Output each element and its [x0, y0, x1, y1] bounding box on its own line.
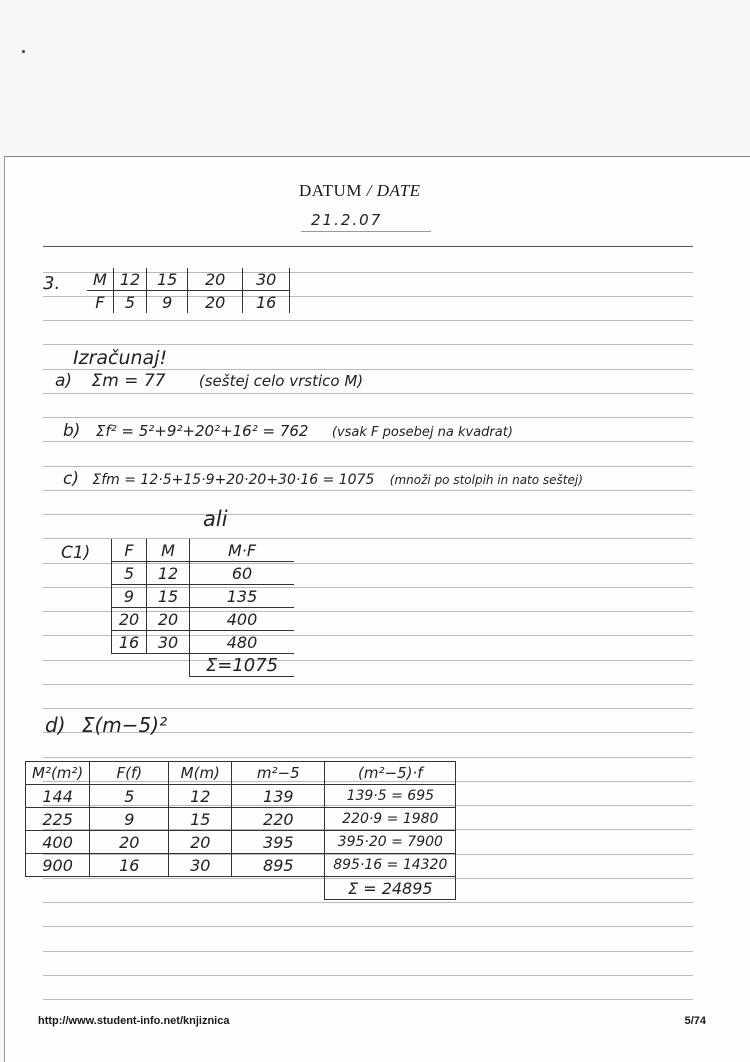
table-cell: 20 — [188, 291, 243, 314]
note-b: (vsak F posebej na kvadrat) — [331, 425, 513, 440]
header-cell: M·F — [190, 539, 295, 562]
table-cell: 16 — [90, 854, 169, 877]
instruction: Izračunaj! — [73, 347, 168, 369]
table-row — [26, 808, 456, 831]
table-cell: 5 — [90, 785, 169, 808]
label-c: c) — [63, 469, 79, 489]
rule-line — [43, 441, 693, 442]
footer-url: http://www.student-info.net/knjiznica — [38, 1015, 230, 1027]
table-cell: 9 — [147, 291, 188, 314]
label-a: a) — [55, 371, 73, 391]
table-row — [87, 291, 290, 314]
values-table — [87, 268, 290, 313]
table-cell: 30 — [243, 268, 290, 291]
header-cell: F(f) — [90, 762, 169, 785]
rule-line — [43, 757, 693, 758]
date-underline — [301, 231, 431, 232]
table-cell: 9 — [112, 585, 147, 608]
table-cell: 5 — [113, 291, 146, 314]
table-d — [25, 761, 456, 900]
table-cell: 15 — [147, 268, 188, 291]
rule-line — [43, 951, 693, 952]
table-cell: 400 — [26, 831, 90, 854]
rule-line — [43, 369, 693, 370]
table-row — [112, 631, 295, 654]
table-cell: 400 — [190, 608, 295, 631]
table-cell: 16 — [112, 631, 147, 654]
rule-line — [43, 393, 693, 394]
table-cell: 20 — [147, 608, 190, 631]
line-d — [45, 713, 167, 737]
table-cell: 220·9 = 1980 — [325, 808, 456, 831]
table-cell: 139·5 = 695 — [325, 785, 456, 808]
expr-b: Σf² = 5²+9²+20²+16² = 762 — [95, 422, 309, 440]
rule-line — [43, 684, 693, 685]
footer-page-number: 5/74 — [684, 1015, 706, 1027]
rule-line — [43, 417, 693, 418]
paper-speck — [22, 50, 25, 53]
expr-c: Σfm = 12·5+15·9+20·20+30·16 = 1075 — [92, 472, 375, 488]
table-cell: 395·20 = 7900 — [325, 831, 456, 854]
header-cell: F — [112, 539, 147, 562]
rule-line — [43, 320, 693, 321]
table-cell: 60 — [190, 562, 295, 585]
header-cell: m²−5 — [232, 762, 325, 785]
expr-a: Σm = 77 — [91, 371, 166, 391]
row-label: M — [87, 268, 113, 291]
label-c1: C1) — [61, 543, 91, 563]
table-cell: 144 — [26, 785, 90, 808]
table-row — [26, 762, 456, 785]
task-number: 3. — [43, 273, 61, 294]
table-cell: 12 — [169, 785, 232, 808]
table-cell: 900 — [26, 854, 90, 877]
table-cell: 225 — [26, 808, 90, 831]
rule-line — [43, 926, 693, 927]
table-cell: 480 — [190, 631, 295, 654]
rule-line — [43, 708, 693, 709]
table-cell: 30 — [169, 854, 232, 877]
table-cell: 30 — [147, 631, 190, 654]
sum-cell: Σ=1075 — [190, 654, 295, 677]
rule-line — [43, 999, 693, 1000]
table-cell: 135 — [190, 585, 295, 608]
table-cell: 15 — [147, 585, 190, 608]
table-cell: 20 — [169, 831, 232, 854]
rule-line — [43, 344, 693, 345]
table-cell: 16 — [243, 291, 290, 314]
line-c — [63, 469, 583, 489]
ali-label: ali — [203, 507, 228, 531]
table-cell: 220 — [232, 808, 325, 831]
header-cell: M(m) — [169, 762, 232, 785]
table-row — [87, 268, 290, 291]
table-row — [26, 831, 456, 854]
rule-line — [43, 975, 693, 976]
table-cell: 9 — [90, 808, 169, 831]
table-row — [112, 539, 295, 562]
table-row — [112, 562, 295, 585]
row-label: F — [87, 291, 113, 314]
header-cell: M — [147, 539, 190, 562]
rule-line — [43, 902, 693, 903]
note-c: (množi po stolpih in nato seštej) — [389, 473, 583, 487]
table-cell: 895·16 = 14320 — [325, 854, 456, 877]
line-a — [55, 371, 363, 391]
table-cell: 139 — [232, 785, 325, 808]
table-cell: 20 — [188, 268, 243, 291]
table-row — [112, 654, 295, 677]
table-row — [26, 877, 456, 900]
label-d: d) — [45, 713, 66, 737]
date-value: 21.2.07 — [311, 211, 383, 229]
table-cell: 20 — [90, 831, 169, 854]
header-cell: M²(m²) — [26, 762, 90, 785]
table-cell: 895 — [232, 854, 325, 877]
table-c1 — [111, 539, 294, 677]
table-cell: 15 — [169, 808, 232, 831]
table-row — [112, 608, 295, 631]
sum-cell: Σ = 24895 — [325, 877, 456, 900]
note-a: (seštej celo vrstico M) — [198, 372, 364, 390]
table-cell: 395 — [232, 831, 325, 854]
header-cell: (m²−5)·f — [325, 762, 456, 785]
line-b — [63, 421, 513, 441]
expr-d: Σ(m−5)² — [81, 713, 168, 737]
notebook-page — [4, 156, 750, 1062]
table-cell: 12 — [113, 268, 146, 291]
table-cell: 20 — [112, 608, 147, 631]
rule-line — [43, 490, 693, 491]
table-row — [112, 585, 295, 608]
table-cell: 12 — [147, 562, 190, 585]
rule-line — [43, 246, 693, 247]
table-row — [26, 854, 456, 877]
label-b: b) — [63, 421, 81, 441]
date-heading: DATUM / DATE — [299, 181, 421, 200]
table-row — [26, 785, 456, 808]
rule-line — [43, 466, 693, 467]
table-cell: 5 — [112, 562, 147, 585]
rule-line — [43, 514, 693, 515]
